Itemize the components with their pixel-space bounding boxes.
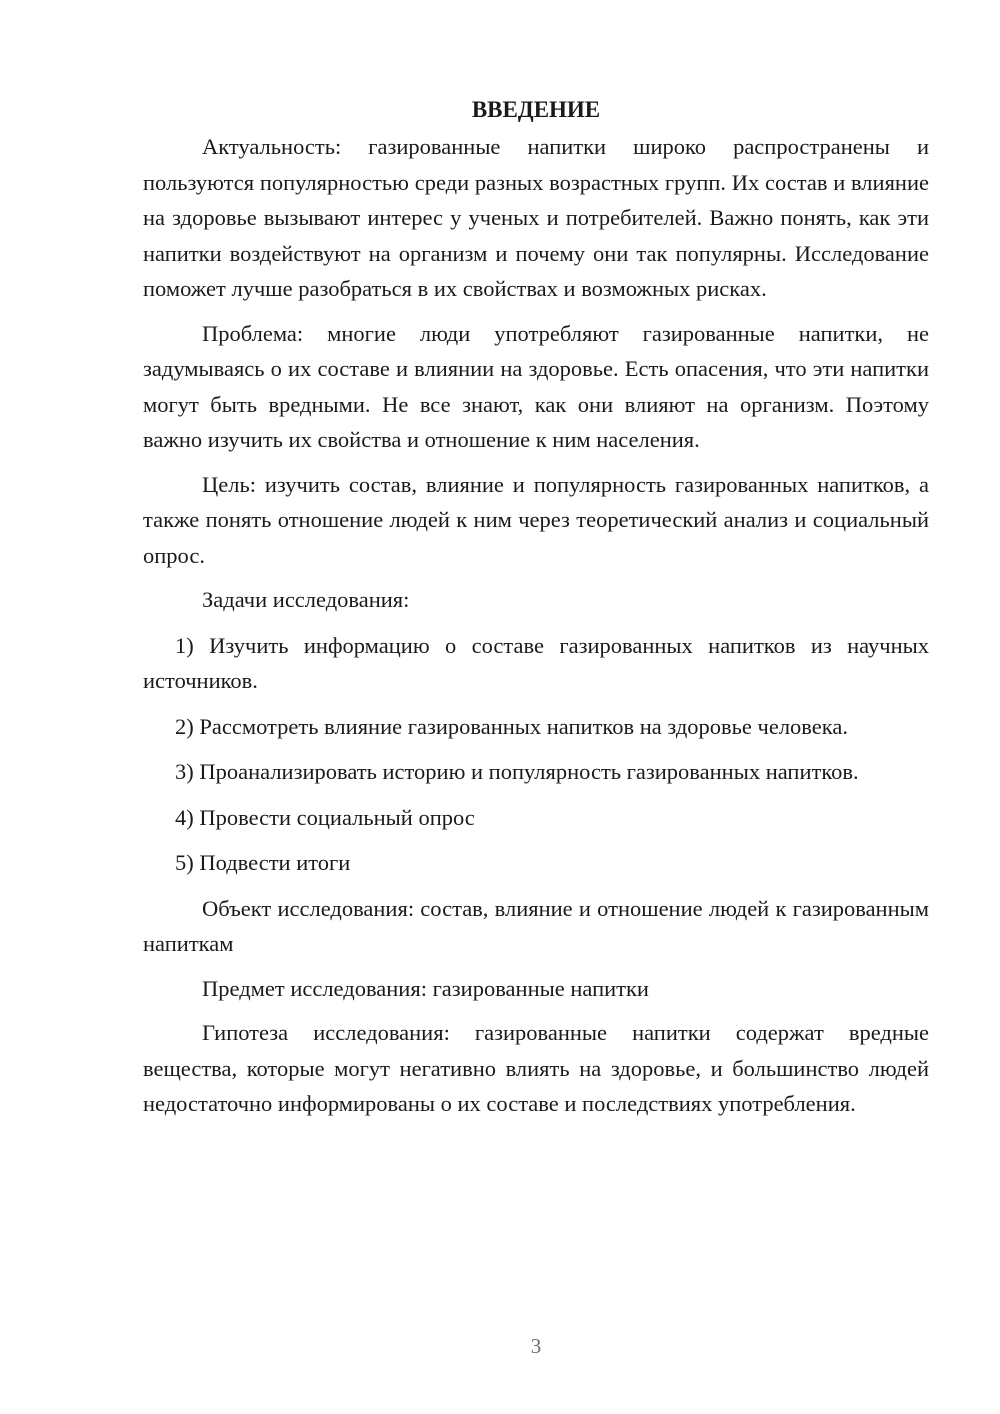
- problem-paragraph: Проблема: многие люди употребляют газированные напитки, не задумываясь о их составе и влиянии на здоровье. Есть опасения, что эти напитки могут быть вредными. Не все знают, как они влияют на организм. Поэтому важно изучить их свойства и отношение к ним населения.: [143, 320, 929, 452]
- subject-paragraph: Предмет исследования: газированные напитки: [202, 975, 649, 1001]
- task-item-1: 1) Изучить информацию о составе газированных напитков из научных источников.: [143, 632, 929, 693]
- relevance-paragraph: Актуальность: газированные напитки широко распространены и пользуются популярностью среди разных возрастных групп. Их состав и влияние на здоровье вызывают интерес у ученых и потребителей. Важно понять, как эти напитки воздействуют на организм и почему они так популярны. Исследование поможет лучше разобраться в их свойствах и возможных рисках.: [143, 134, 929, 301]
- task-item-2: 2) Рассмотреть влияние газированных напитков на здоровье человека.: [175, 713, 848, 739]
- tasks-heading: Задачи исследования:: [202, 587, 410, 612]
- section-title: ВВЕДЕНИЕ: [471, 97, 601, 122]
- page-number: 3: [530, 1334, 542, 1358]
- object-paragraph: Объект исследования: состав, влияние и отношение людей к газированным напиткам: [143, 895, 929, 956]
- task-item-3: 3) Проанализировать историю и популярность газированных напитков.: [175, 759, 859, 784]
- document-page: [143, 92, 929, 1122]
- hypothesis-paragraph: Гипотеза исследования: газированные напитки содержат вредные вещества, которые могут негативно влиять на здоровье, и большинство людей недостаточно информированы о их составе и последствиях употребления.: [143, 1020, 929, 1116]
- goal-paragraph: Цель: изучить состав, влияние и популярность газированных напитков, а также понять отношение людей к ним через теоретический анализ и социальный опрос.: [143, 471, 929, 568]
- task-item-4: 4) Провести социальный опрос: [175, 804, 475, 830]
- task-item-5: 5) Подвести итоги: [175, 850, 351, 875]
